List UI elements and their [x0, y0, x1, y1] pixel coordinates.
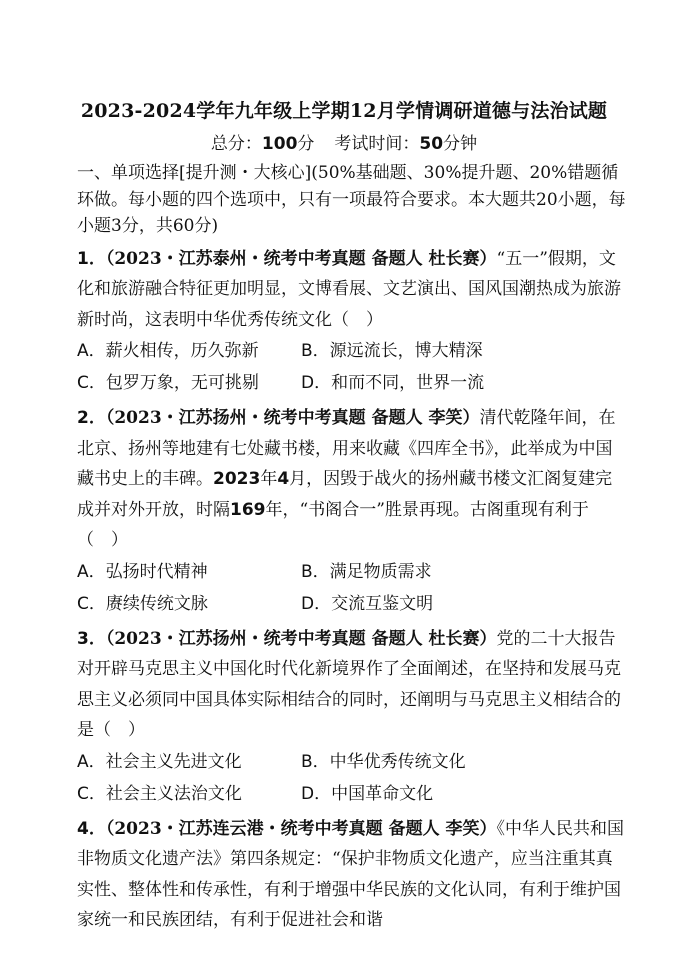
question-number: 1． [77, 248, 106, 269]
option-b[interactable]: B．中华优秀传统文化 [301, 751, 466, 772]
option-a[interactable]: A．弘扬时代精神 [77, 561, 208, 582]
score-unit: 分 [297, 134, 315, 154]
exam-content [77, 160, 629, 936]
question-text-cont: 月，因毁于战火的扬州藏书楼文汇阁复建完成并对外开放，时隔 [77, 469, 613, 520]
option-c[interactable]: C．社会主义法治文化 [77, 783, 242, 804]
question-source: （2023・江苏泰州・统考中考真题 备题人 杜长赛） [105, 248, 497, 269]
score-value: 100 [261, 134, 298, 154]
option-c[interactable]: C．包罗万象，无可挑剔 [77, 373, 259, 393]
time-label: 考试时间： [334, 134, 420, 154]
question-text: 《中华人民共和国非物质文化遗产法》第四条规定：“保护非物质文化遗产，应当注重其真实性、整体性和传承性，有利于增强中华民族的文化认同，有利于维护国家统一和民族团结，有利于促进社会和谐 [77, 818, 624, 930]
exam-title: 2023-2024学年九年级上学期12月学情调研道德与法治试题 [80, 100, 608, 122]
question-text-year-unit: 年 [260, 469, 278, 489]
exam-meta [0, 132, 688, 156]
option-a[interactable]: A．社会主义先进文化 [77, 751, 242, 772]
option-c[interactable]: C．赓续传统文脉 [77, 593, 208, 614]
time-value: 50 [419, 134, 444, 154]
question-text: “五一”假期，文化和旅游融合特征更加明显，文博看展、文艺演出、国风国潮热成为旅游新时尚，这表明中华优秀传统文化（ ） [77, 248, 621, 330]
question-text: 清代乾隆年间，在北京、扬州等地建有七处藏书楼，用来收藏《四库全书》，此举成为中国藏书史上的丰碑。 [77, 408, 616, 489]
options-row [77, 778, 629, 810]
span-number: 169 [230, 499, 266, 520]
question-source: （2023・江苏扬州・统考中考真题 备题人 李笑） [105, 408, 480, 428]
question-number: 4． [77, 818, 106, 839]
question-stem [77, 403, 629, 556]
option-b[interactable]: B．源远流长，博大精深 [301, 341, 483, 361]
time-unit: 分钟 [443, 134, 478, 154]
options-row [77, 556, 629, 588]
question-number: 3． [77, 628, 106, 649]
question-1 [77, 244, 629, 400]
question-4 [77, 814, 629, 936]
options-row [77, 367, 629, 399]
question-source: （2023・江苏连云港・统考中考真题 备题人 李笑） [105, 818, 497, 839]
question-text-end: 年，“书阁合一”胜景再现。古阁重现有利于（ ） [77, 499, 589, 550]
question-text: 党的二十大报告对开辟马克思主义中国化时代化新境界作了全面阐述，在坚持和发展马克思主义必须同中国具体实际相结合的同时，还阐明与马克思主义相结合的是（ ） [77, 628, 621, 740]
option-d[interactable]: D．中国革命文化 [301, 783, 434, 804]
question-2 [77, 403, 629, 620]
question-number: 2． [77, 408, 106, 428]
options-row [77, 746, 629, 778]
question-3 [77, 624, 629, 810]
options-row [77, 588, 629, 620]
month-number: 4 [277, 469, 290, 489]
question-source: （2023・江苏扬州・统考中考真题 备题人 杜长赛） [105, 628, 497, 649]
option-a[interactable]: A．薪火相传，历久弥新 [77, 341, 259, 361]
score-label: 总分： [210, 134, 262, 154]
year-number: 2023 [213, 469, 261, 489]
option-b[interactable]: B．满足物质需求 [301, 561, 432, 582]
option-d[interactable]: D．交流互鉴文明 [301, 593, 434, 614]
question-stem [77, 814, 629, 936]
question-stem [77, 244, 629, 336]
section-instructions: 一、单项选择[提升测・大核心](50%基础题、30%提升题、20%错题循环做。每小题的四个选项中，只有一项最符合要求。本大题共20小题，每小题3分，共60分) [77, 163, 626, 236]
question-stem [77, 624, 629, 746]
option-d[interactable]: D．和而不同，世界一流 [301, 373, 485, 393]
options-row [77, 335, 629, 367]
